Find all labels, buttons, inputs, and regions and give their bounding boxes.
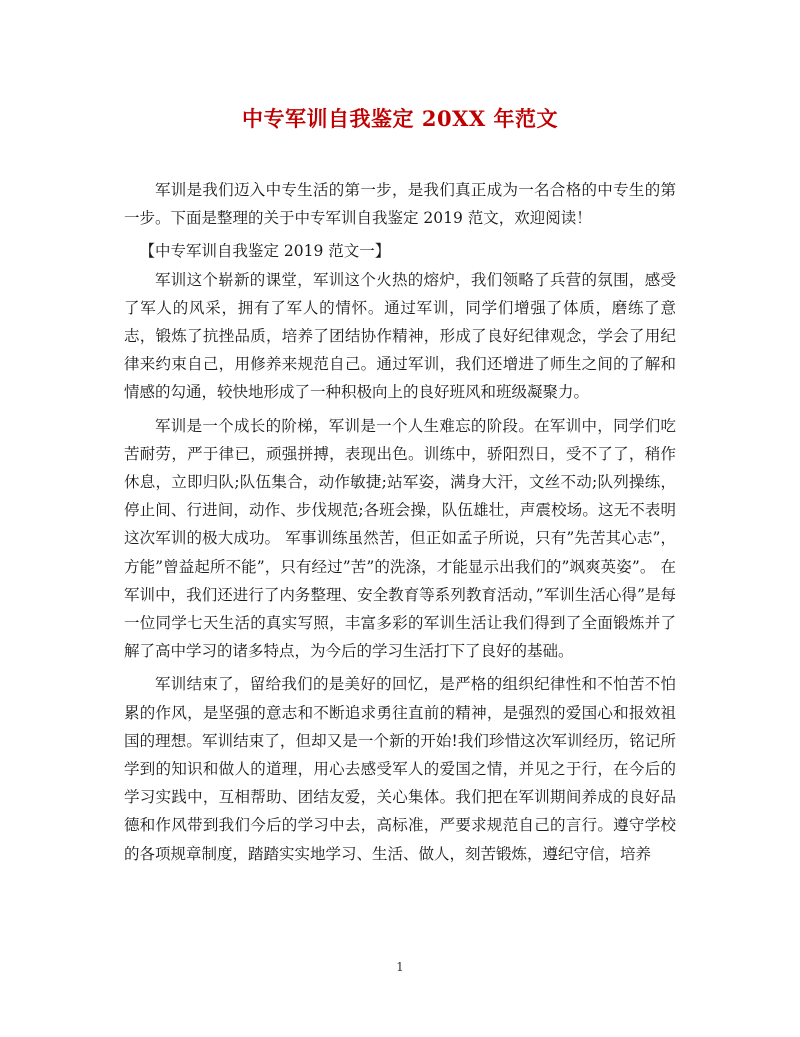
body-paragraph-3: 军训结束了，留给我们的是美好的回忆，是严格的组织纪律性和不怕苦不怕累的作风，是坚强的意志和不断追求勇往直前的精神，是强烈的爱国心和报效祖国的理想。军训结束了，但却又是一个新的开始!我们珍惜这次军训经历，铭记所学到的知识和做人的道理，用心去感受军人的爱国之情，并见之于行，在今后的学习实践中，互相帮助、团结友爱，关心集体。我们把在军训期间养成的良好品德和作风带到我们今后的学习中去，高标准，严要求规范自己的言行。遵守学校的各项规章制度，踏踏实实地学习、生活、做人，刻苦锻炼，遵纪守信，培养: [124, 675, 676, 863]
section-heading: 【中专军训自我鉴定 2019 范文一】: [139, 242, 391, 261]
intro-paragraph: 军训是我们迈入中专生活的第一步，是我们真正成为一名合格的中专生的第一步。下面是整理的关于中专军训自我鉴定 2019 范文，欢迎阅读！: [124, 181, 676, 228]
body-paragraph-1: 军训这个崭新的课堂，军训这个火热的熔炉，我们领略了兵营的氛围，感受了军人的风采，拥有了军人的情怀。通过军训，同学们增强了体质，磨练了意志，锻炼了抗挫品质，培养了团结协作精神，形成了良好纪律观念，学会了用纪律来约束自己，用修养来规范自己。通过军训，我们还增进了师生之间的了解和情感的勾通，较快地形成了一种积极向上的良好班风和班级凝聚力。: [124, 270, 676, 402]
document-title: 中专军训自我鉴定 20XX 年范文: [242, 106, 558, 131]
page-number: 1: [396, 960, 404, 974]
body-paragraph-2: 军训是一个成长的阶梯，军训是一个人生难忘的阶段。在军训中，同学们吃苦耐劳，严于律已，顽强拼搏，表现出色。训练中，骄阳烈日，受不了了，稍作休息，立即归队;队伍集合，动作敏捷;站军姿，满身大汗，文丝不动;队列操练，停止间、行进间，动作、步伐规范;各班会操，队伍雄壮，声震校场。这无不表明这次军训的极大成功。 军事训练虽然苦，但正如孟子所说，只有”先苦其心志”，方能”曾益起所不能”，只有经过”苦”的洗涤，才能显示出我们的”飒爽英姿”。 在军训中，我们还进行了内务整理、安全教育等系列教育活动，”军训生活心得”是每一位同学七天生活的真实写照，丰富多彩的军训生活让我们得到了全面锻炼并了解了高中学习的诸多特点，为今后的学习生活打下了良好的基础。: [124, 416, 676, 661]
document-body: [124, 176, 676, 873]
